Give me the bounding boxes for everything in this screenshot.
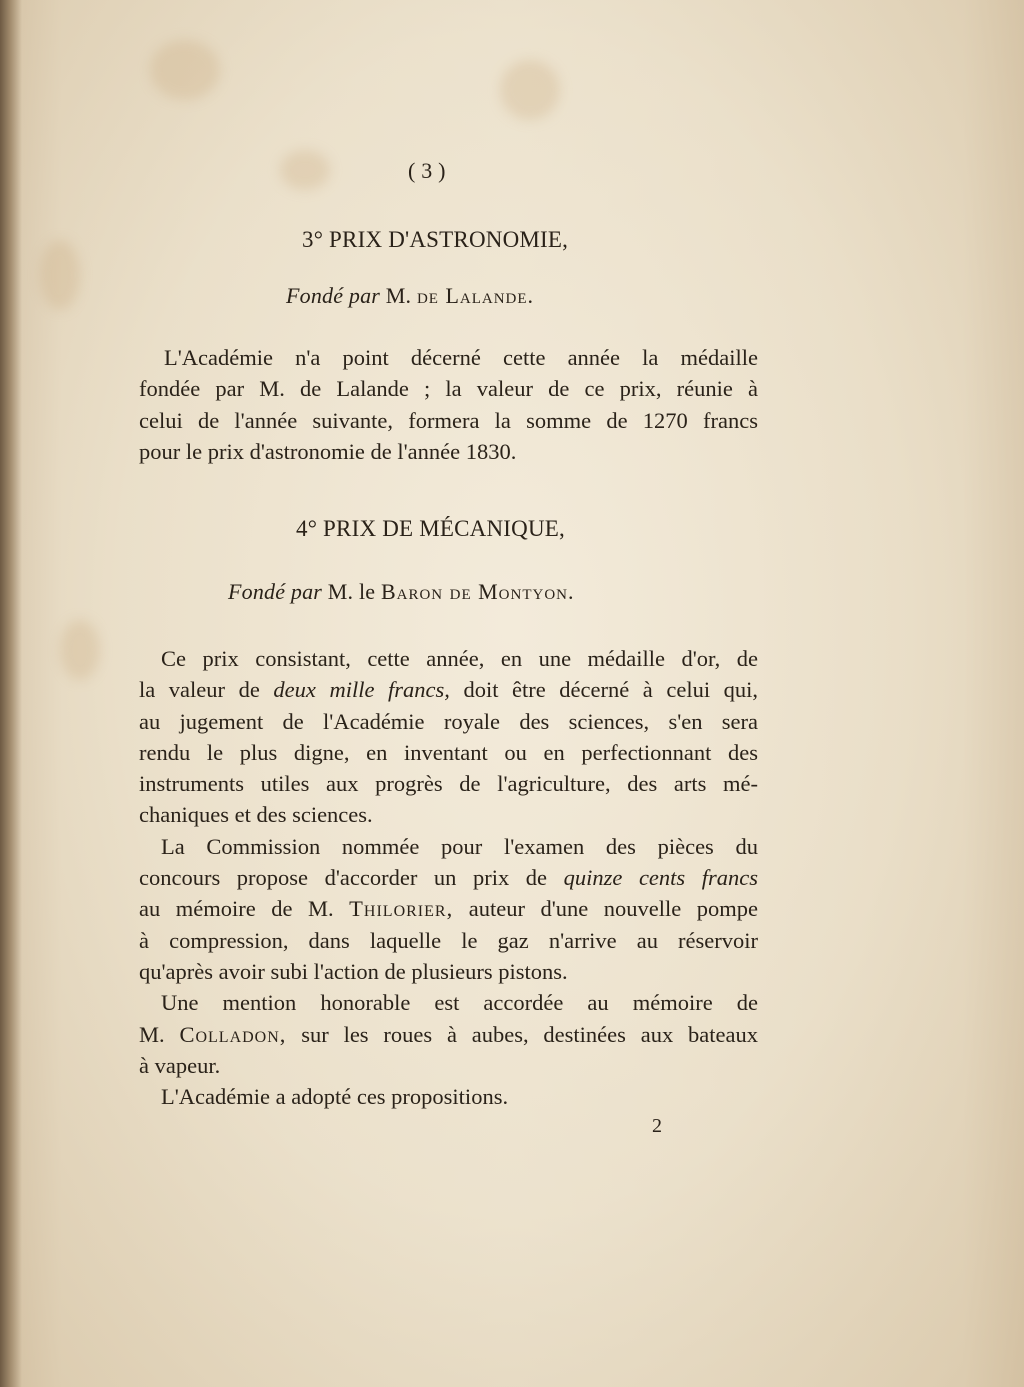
text-fragment: doit être décerné à celui qui,	[463, 677, 759, 703]
paragraph-line: Ce prix consistant, cette année, en une médaille d'or, de	[161, 646, 758, 671]
founder-title: M. le	[327, 579, 376, 604]
paragraph-line	[139, 676, 758, 707]
founder-title: M.	[385, 283, 412, 308]
founder-name: Baron de Montyon.	[380, 579, 575, 604]
foxing-spot	[40, 240, 80, 310]
paragraph-line: pour le prix d'astronomie de l'année 1830.	[139, 438, 517, 464]
person-name: Colladon,	[179, 1021, 287, 1047]
text-fragment: M.	[139, 1021, 165, 1047]
foxing-spot	[150, 40, 220, 100]
paragraph-line	[139, 895, 758, 926]
paragraph-line: L'Académie a adopté ces propositions.	[161, 1084, 509, 1110]
paragraph-line: à compression, dans laquelle le gaz n'arrive au réservoir	[139, 927, 758, 953]
signature-mark: 2	[652, 1115, 663, 1137]
founder-prefix: Fondé par	[228, 579, 323, 604]
founder-name: de Lalande.	[416, 283, 535, 308]
paragraph-line: à vapeur.	[139, 1052, 221, 1078]
section-3-heading: 3° PRIX D'ASTRONOMIE,	[302, 227, 569, 252]
paragraph-line	[139, 864, 758, 895]
paragraph-line: chaniques et des sciences.	[139, 802, 373, 828]
paragraph-line: Une mention honorable est accordée au mémoire de	[161, 990, 758, 1016]
foxing-spot	[500, 60, 560, 120]
amount-italic: quinze cents francs	[563, 865, 758, 891]
paragraph-line: rendu le plus digne, en inventant ou en perfectionnant des	[139, 739, 758, 765]
amount-italic: deux mille francs,	[273, 677, 450, 703]
page-number: ( 3 )	[408, 158, 446, 183]
page-edge-shadow	[0, 0, 22, 1387]
section-4-heading: 4° PRIX DE MÉCANIQUE,	[296, 516, 565, 541]
paragraph-line: fondée par M. de Lalande ; la valeur de ce prix, réunie à	[139, 376, 758, 402]
paragraph-line: qu'après avoir subi l'action de plusieurs pistons.	[139, 958, 568, 984]
paragraph-line	[139, 1021, 758, 1052]
paragraph-line: au jugement de l'Académie royale des sciences, s'en sera	[139, 708, 758, 734]
person-name: Thilorier,	[349, 896, 454, 922]
text-fragment: auteur d'une nouvelle pompe	[468, 896, 759, 922]
section-3-paragraph	[139, 344, 758, 469]
text-fragment: au mémoire de M.	[139, 896, 334, 922]
founder-prefix: Fondé par	[286, 283, 381, 308]
paragraph-line: La Commission nommée pour l'examen des pièces du	[161, 833, 758, 859]
section-4-body	[139, 645, 758, 1114]
paragraph-line: instruments utiles aux progrès de l'agriculture, des arts mé-	[139, 771, 758, 797]
text-fragment: concours propose d'accorder un prix de	[139, 865, 548, 891]
text-fragment: la valeur de	[139, 677, 260, 703]
section-3-founder	[286, 282, 534, 310]
paragraph-line: L'Académie n'a point décerné cette année la médaille	[164, 345, 758, 370]
paragraph-line: celui de l'année suivante, formera la somme de 1270 francs	[139, 407, 758, 433]
foxing-spot	[60, 620, 100, 680]
section-4-founder	[228, 578, 575, 606]
foxing-spot	[280, 150, 330, 190]
text-fragment: sur les roues à aubes, destinées aux bateaux	[301, 1021, 759, 1047]
